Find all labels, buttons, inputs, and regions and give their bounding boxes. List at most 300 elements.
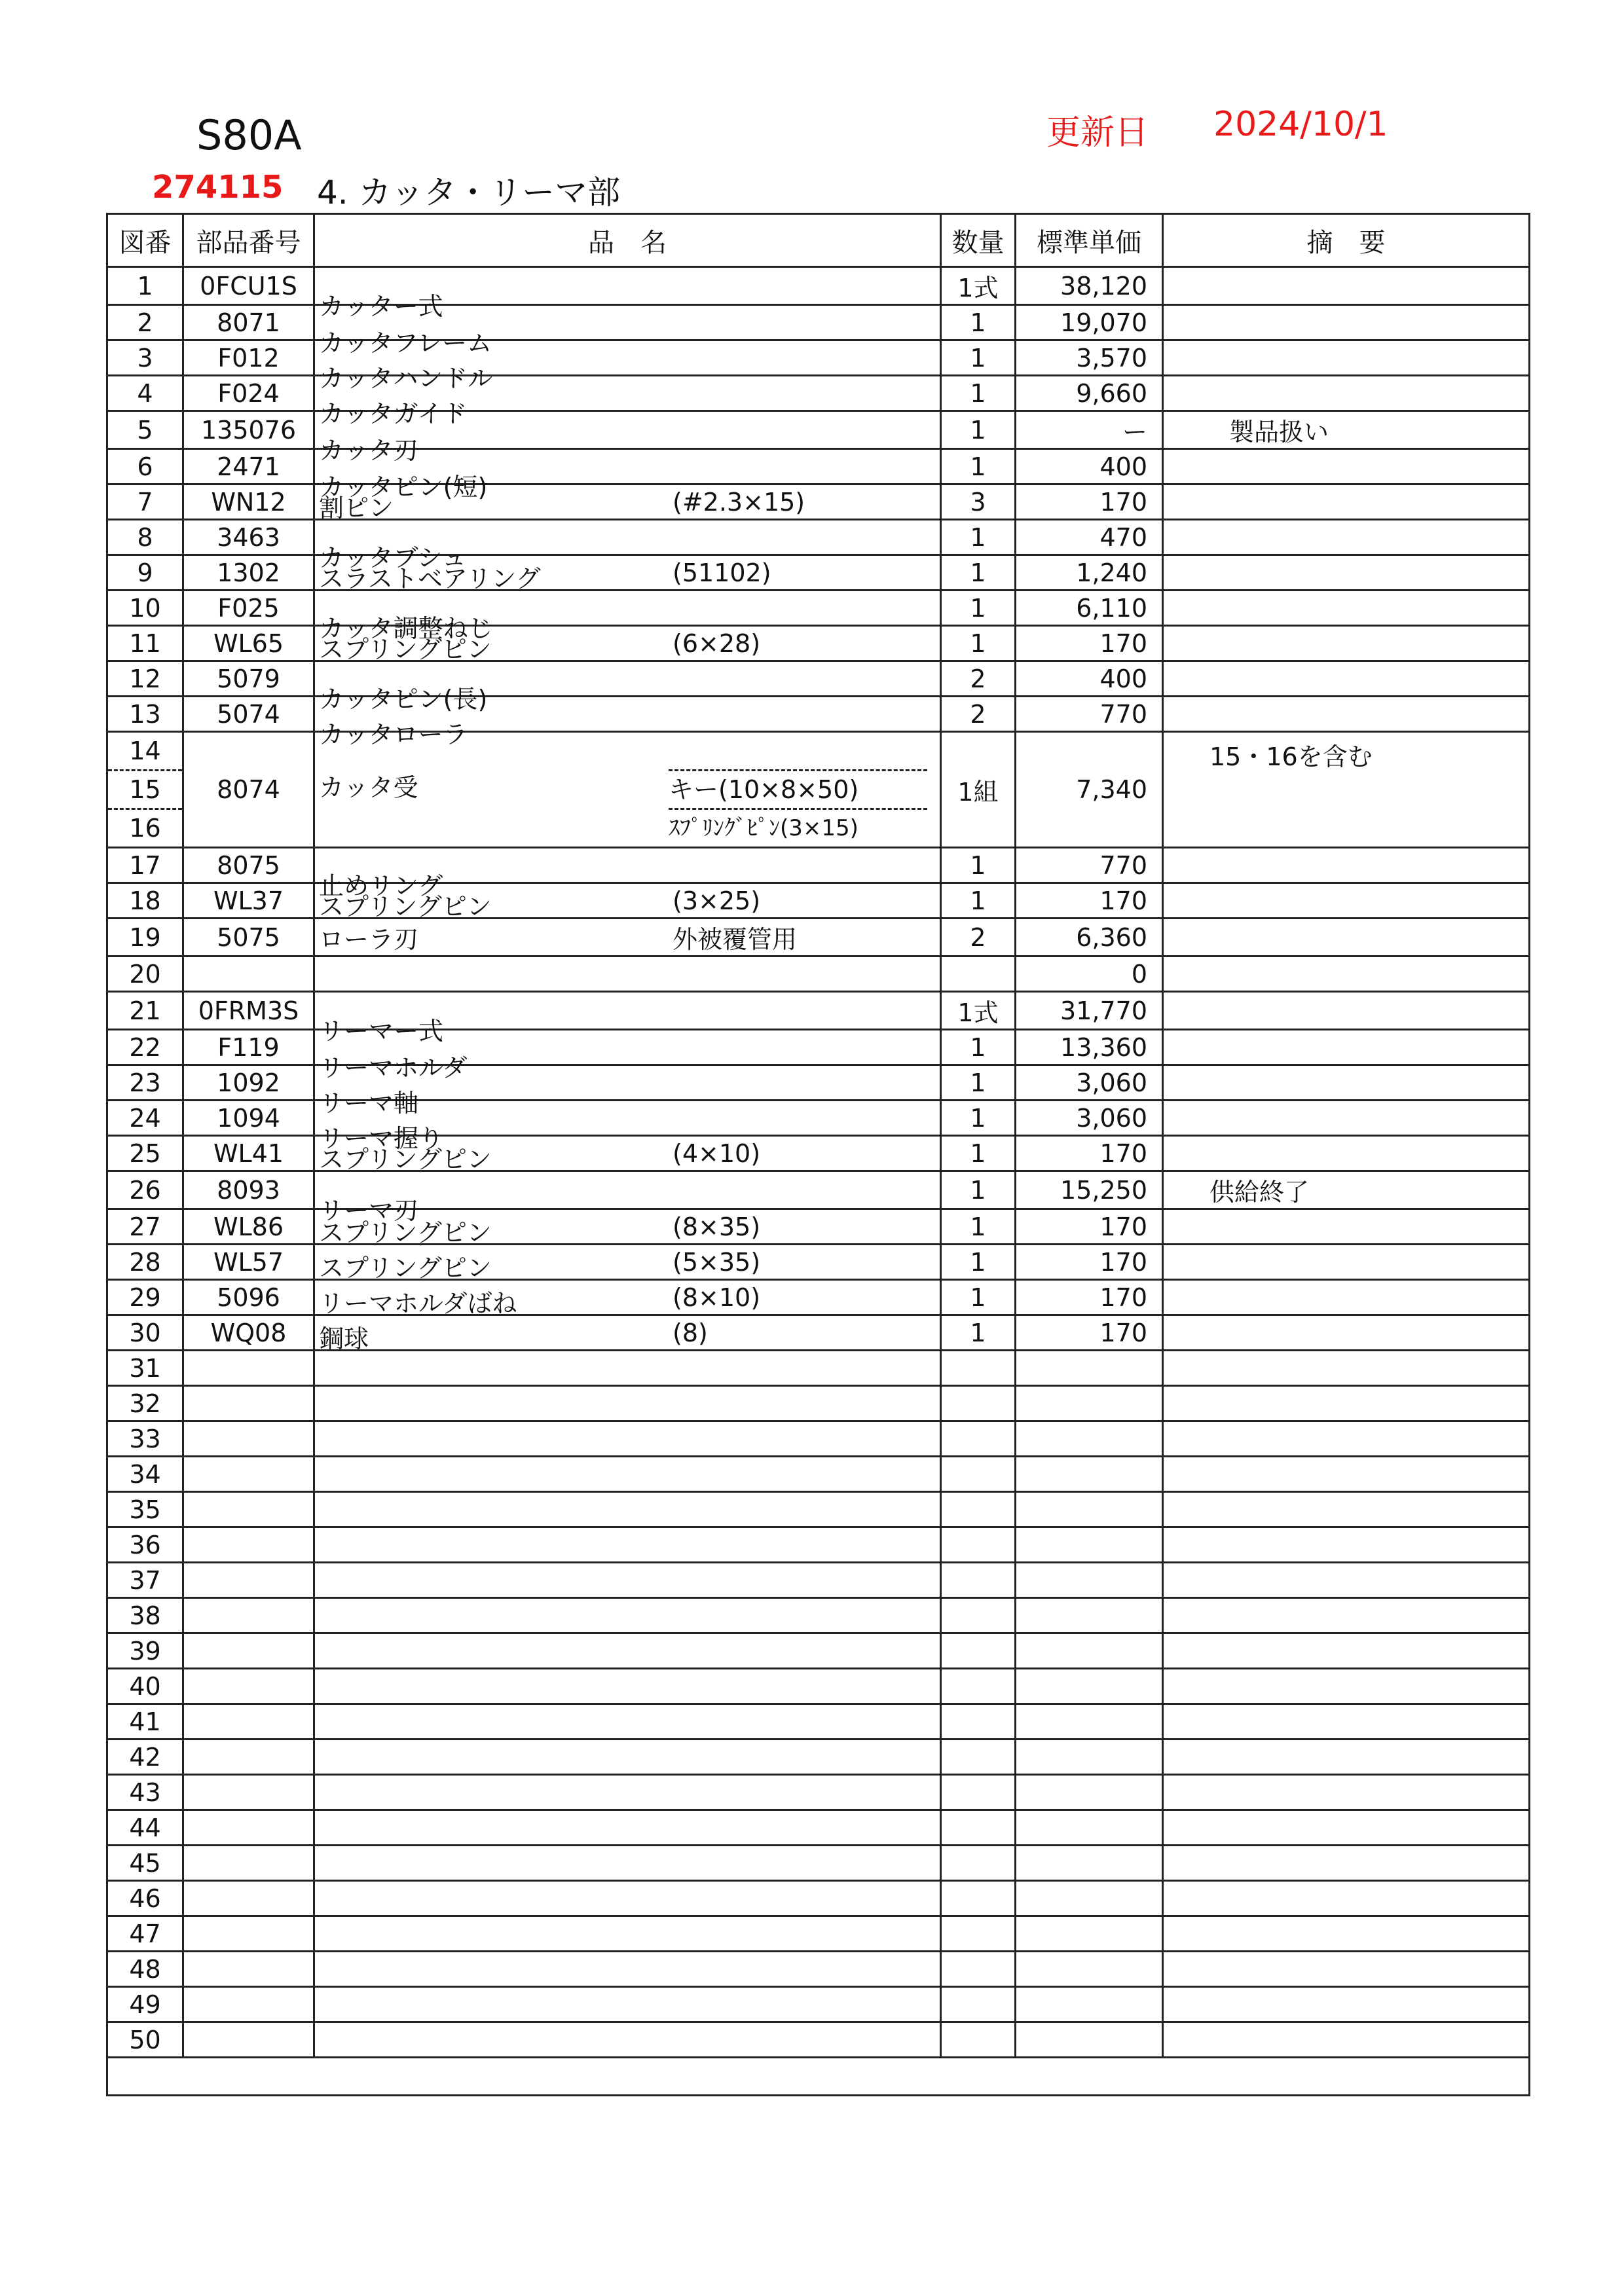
updated-date: 2024/10/1 bbox=[1213, 105, 1388, 144]
quantity: 1 bbox=[941, 340, 1016, 376]
figure-no: 29 bbox=[107, 1280, 183, 1315]
quantity bbox=[941, 1386, 1016, 1421]
quantity bbox=[941, 1881, 1016, 1916]
unit-price: 6,110 bbox=[1016, 591, 1163, 626]
table-row bbox=[107, 591, 1530, 626]
remark bbox=[1163, 1775, 1530, 1810]
unit-price: 15,250 bbox=[1016, 1171, 1163, 1209]
part-no bbox=[183, 1740, 314, 1775]
part-name bbox=[314, 484, 941, 520]
table-row bbox=[107, 2022, 1530, 2058]
quantity: 1 bbox=[941, 1101, 1016, 1136]
remark bbox=[1163, 1527, 1530, 1563]
part-name-text: カッタ調整ねじ bbox=[319, 613, 493, 643]
part-no: 8071 bbox=[183, 305, 314, 340]
group-remark: 15・16を含む bbox=[1163, 732, 1530, 848]
remark bbox=[1163, 267, 1530, 305]
table-row bbox=[107, 1245, 1530, 1280]
unit-price: 170 bbox=[1016, 1315, 1163, 1351]
quantity: 1 bbox=[941, 1315, 1016, 1351]
unit-price: 13,360 bbox=[1016, 1030, 1163, 1065]
table-row bbox=[107, 626, 1530, 661]
unit-price bbox=[1016, 1633, 1163, 1669]
part-name bbox=[314, 1351, 941, 1386]
section-code: 274115 bbox=[152, 169, 284, 206]
figure-no: 43 bbox=[107, 1775, 183, 1810]
part-name-text: カッタガイド bbox=[319, 399, 468, 428]
unit-price bbox=[1016, 1563, 1163, 1598]
table-row bbox=[107, 1563, 1530, 1598]
part-name bbox=[314, 1740, 941, 1775]
quantity bbox=[941, 1492, 1016, 1527]
quantity: 1 bbox=[941, 376, 1016, 411]
part-no: WL41 bbox=[183, 1136, 314, 1171]
part-name-text: ローラ刃 bbox=[319, 925, 419, 954]
part-no bbox=[183, 1633, 314, 1669]
table-row bbox=[107, 919, 1530, 957]
group-figure-nos bbox=[107, 732, 183, 848]
part-name bbox=[314, 626, 941, 664]
group-no: 14 bbox=[108, 733, 182, 771]
figure-no: 9 bbox=[107, 555, 183, 591]
remark bbox=[1163, 1386, 1530, 1421]
unit-price bbox=[1016, 2022, 1163, 2058]
table-row bbox=[107, 1421, 1530, 1457]
part-name-text: リーマホルダ bbox=[319, 1053, 468, 1082]
table-row bbox=[107, 1810, 1530, 1846]
unit-price: 170 bbox=[1016, 1280, 1163, 1315]
unit-price: 170 bbox=[1016, 626, 1163, 661]
table-row bbox=[107, 1527, 1530, 1563]
unit-price bbox=[1016, 1386, 1163, 1421]
table-row bbox=[107, 1492, 1530, 1527]
group-detail: キー(10×8×50) bbox=[669, 771, 927, 810]
group-part-no: 8074 bbox=[183, 732, 314, 848]
quantity: 1 bbox=[941, 1136, 1016, 1171]
remark bbox=[1163, 1492, 1530, 1527]
col-header-qty: 数量 bbox=[941, 214, 1016, 267]
table-row bbox=[107, 848, 1530, 883]
remark bbox=[1163, 520, 1530, 555]
figure-no: 13 bbox=[107, 697, 183, 732]
remark bbox=[1163, 1421, 1530, 1457]
quantity bbox=[941, 1527, 1016, 1563]
figure-no: 48 bbox=[107, 1952, 183, 1987]
part-name bbox=[314, 2022, 941, 2058]
part-no bbox=[183, 1457, 314, 1492]
figure-no: 24 bbox=[107, 1101, 183, 1136]
part-name-text: スプリングピン bbox=[319, 1253, 492, 1283]
unit-price bbox=[1016, 1740, 1163, 1775]
table-row bbox=[107, 340, 1530, 376]
part-no: 0FRM3S bbox=[183, 992, 314, 1030]
figure-no: 7 bbox=[107, 484, 183, 520]
remark bbox=[1163, 1101, 1530, 1136]
part-name bbox=[314, 376, 941, 428]
table-row bbox=[107, 1846, 1530, 1881]
part-no: WL57 bbox=[183, 1245, 314, 1280]
remark bbox=[1163, 661, 1530, 697]
figure-no: 25 bbox=[107, 1136, 183, 1171]
group-no: 16 bbox=[129, 814, 161, 843]
part-no bbox=[183, 1881, 314, 1916]
quantity bbox=[941, 1351, 1016, 1386]
part-name bbox=[314, 1136, 941, 1174]
quantity: 3 bbox=[941, 484, 1016, 520]
figure-no: 46 bbox=[107, 1881, 183, 1916]
group-name: カッタ受 bbox=[319, 773, 418, 802]
figure-no: 1 bbox=[107, 267, 183, 305]
unit-price bbox=[1016, 1810, 1163, 1846]
unit-price bbox=[1016, 1987, 1163, 2022]
unit-price: 3,060 bbox=[1016, 1065, 1163, 1101]
section-title: 4. カッタ・リーマ部 bbox=[317, 173, 621, 211]
unit-price bbox=[1016, 1775, 1163, 1810]
part-no: F025 bbox=[183, 591, 314, 626]
part-name bbox=[314, 1171, 941, 1225]
unit-price bbox=[1016, 1457, 1163, 1492]
part-no bbox=[183, 1492, 314, 1527]
part-name-text: リーマホルダばね bbox=[319, 1288, 517, 1318]
quantity bbox=[941, 1598, 1016, 1633]
unit-price: 170 bbox=[1016, 1209, 1163, 1245]
figure-no: 37 bbox=[107, 1563, 183, 1598]
quantity: 1 bbox=[941, 555, 1016, 591]
unit-price: 3,570 bbox=[1016, 340, 1163, 376]
remark bbox=[1163, 883, 1530, 919]
figure-no: 5 bbox=[107, 411, 183, 449]
remark bbox=[1163, 1669, 1530, 1704]
part-spec: (#2.3×15) bbox=[673, 487, 805, 517]
group-detail bbox=[669, 733, 927, 771]
table-row bbox=[107, 376, 1530, 411]
updated-label: 更新日 bbox=[1046, 113, 1149, 153]
figure-no: 50 bbox=[107, 2022, 183, 2058]
figure-no: 20 bbox=[107, 957, 183, 992]
remark bbox=[1163, 1315, 1530, 1351]
part-name-text: カッタブシュ bbox=[319, 543, 467, 572]
blank-footer-cell bbox=[107, 2058, 1530, 2096]
remark bbox=[1163, 1030, 1530, 1065]
figure-no: 34 bbox=[107, 1457, 183, 1492]
part-name-text: カッター式 bbox=[319, 291, 443, 321]
part-name bbox=[314, 1421, 941, 1457]
figure-no: 41 bbox=[107, 1704, 183, 1740]
parts-table bbox=[106, 213, 1530, 2096]
part-name bbox=[314, 1280, 941, 1318]
figure-no: 10 bbox=[107, 591, 183, 626]
quantity: 1 bbox=[941, 848, 1016, 883]
part-no bbox=[183, 1846, 314, 1881]
table-row bbox=[107, 1136, 1530, 1171]
unit-price bbox=[1016, 1421, 1163, 1457]
remark: 製品扱い bbox=[1163, 411, 1530, 449]
table-row bbox=[107, 267, 1530, 305]
unit-price: ー bbox=[1016, 411, 1163, 449]
table-row bbox=[107, 661, 1530, 697]
part-spec: 外被覆管用 bbox=[673, 925, 798, 954]
part-no bbox=[183, 1987, 314, 2022]
part-name-text: 割ピン bbox=[319, 493, 394, 522]
remark bbox=[1163, 340, 1530, 376]
unit-price bbox=[1016, 1881, 1163, 1916]
unit-price: 170 bbox=[1016, 484, 1163, 520]
quantity: 1 bbox=[941, 1065, 1016, 1101]
part-name bbox=[314, 1952, 941, 1987]
quantity bbox=[941, 1563, 1016, 1598]
remark bbox=[1163, 1740, 1530, 1775]
remark bbox=[1163, 1810, 1530, 1846]
part-name-text: スプリングピン bbox=[319, 634, 492, 664]
unit-price: 1,240 bbox=[1016, 555, 1163, 591]
figure-no: 11 bbox=[107, 626, 183, 661]
table-row bbox=[107, 1457, 1530, 1492]
remark: 供給終了 bbox=[1163, 1171, 1530, 1209]
remark bbox=[1163, 1881, 1530, 1916]
part-no bbox=[183, 1421, 314, 1457]
remark bbox=[1163, 1916, 1530, 1952]
part-spec: (8×35) bbox=[673, 1212, 761, 1241]
figure-no: 32 bbox=[107, 1386, 183, 1421]
quantity bbox=[941, 2022, 1016, 2058]
figure-no: 47 bbox=[107, 1916, 183, 1952]
table-row bbox=[107, 1740, 1530, 1775]
part-no: 5075 bbox=[183, 919, 314, 957]
figure-no: 31 bbox=[107, 1351, 183, 1386]
figure-no: 40 bbox=[107, 1669, 183, 1704]
part-name-text: カッタフレーム bbox=[319, 328, 492, 357]
table-row bbox=[107, 1669, 1530, 1704]
part-no bbox=[183, 1351, 314, 1386]
part-name-text: リーマー式 bbox=[319, 1016, 444, 1046]
part-no bbox=[183, 1527, 314, 1563]
part-no: 8093 bbox=[183, 1171, 314, 1209]
quantity bbox=[941, 1669, 1016, 1704]
unit-price: 31,770 bbox=[1016, 992, 1163, 1030]
quantity bbox=[941, 1775, 1016, 1810]
table-row bbox=[107, 449, 1530, 484]
remark bbox=[1163, 626, 1530, 661]
part-spec: (3×25) bbox=[673, 886, 761, 915]
figure-no: 33 bbox=[107, 1421, 183, 1457]
part-no: 8075 bbox=[183, 848, 314, 883]
part-name bbox=[314, 1987, 941, 2022]
part-name bbox=[314, 919, 941, 957]
figure-no: 27 bbox=[107, 1209, 183, 1245]
part-name bbox=[314, 1101, 941, 1153]
unit-price: 170 bbox=[1016, 883, 1163, 919]
unit-price: 3,060 bbox=[1016, 1101, 1163, 1136]
quantity: 2 bbox=[941, 697, 1016, 732]
quantity bbox=[941, 1987, 1016, 2022]
quantity: 1 bbox=[941, 1245, 1016, 1280]
part-no: F119 bbox=[183, 1030, 314, 1065]
part-spec: (8) bbox=[673, 1318, 708, 1347]
unit-price: 770 bbox=[1016, 848, 1163, 883]
remark bbox=[1163, 484, 1530, 520]
part-name bbox=[314, 883, 941, 919]
part-name-text: カッタピン(長) bbox=[319, 684, 488, 714]
part-name bbox=[314, 697, 941, 749]
quantity bbox=[941, 957, 1016, 992]
part-name-text: リーマ握り bbox=[319, 1123, 444, 1153]
part-name bbox=[314, 449, 941, 501]
table-row bbox=[107, 555, 1530, 591]
part-no: 2471 bbox=[183, 449, 314, 484]
part-name bbox=[314, 1881, 941, 1916]
col-header-part-no: 部品番号 bbox=[183, 214, 314, 267]
remark bbox=[1163, 591, 1530, 626]
unit-price: 470 bbox=[1016, 520, 1163, 555]
figure-no: 4 bbox=[107, 376, 183, 411]
part-no: WN12 bbox=[183, 484, 314, 520]
figure-no: 39 bbox=[107, 1633, 183, 1669]
part-name bbox=[314, 957, 941, 992]
part-name-text: 止めリング bbox=[319, 871, 443, 900]
remark bbox=[1163, 2022, 1530, 2058]
figure-no: 30 bbox=[107, 1315, 183, 1351]
part-name bbox=[314, 1527, 941, 1563]
remark bbox=[1163, 1846, 1530, 1881]
figure-no: 36 bbox=[107, 1527, 183, 1563]
figure-no: 19 bbox=[107, 919, 183, 957]
remark bbox=[1163, 957, 1530, 992]
part-name bbox=[314, 591, 941, 643]
quantity: 2 bbox=[941, 919, 1016, 957]
remark bbox=[1163, 919, 1530, 957]
group-qty: 1組 bbox=[941, 732, 1016, 848]
table-row bbox=[107, 1315, 1530, 1351]
part-no bbox=[183, 1704, 314, 1740]
table-row bbox=[107, 305, 1530, 340]
figure-no: 45 bbox=[107, 1846, 183, 1881]
table-row bbox=[107, 1952, 1530, 1987]
quantity: 1 bbox=[941, 1030, 1016, 1065]
remark bbox=[1163, 848, 1530, 883]
figure-no: 22 bbox=[107, 1030, 183, 1065]
figure-no: 8 bbox=[107, 520, 183, 555]
quantity: 1式 bbox=[941, 267, 1016, 305]
part-name bbox=[314, 1245, 941, 1283]
unit-price: 170 bbox=[1016, 1245, 1163, 1280]
part-name bbox=[314, 555, 941, 591]
group-name-cell bbox=[314, 732, 941, 848]
figure-no: 21 bbox=[107, 992, 183, 1030]
table-row bbox=[107, 411, 1530, 449]
remark bbox=[1163, 1209, 1530, 1245]
part-no: 0FCU1S bbox=[183, 267, 314, 305]
part-no bbox=[183, 957, 314, 992]
unit-price: 19,070 bbox=[1016, 305, 1163, 340]
part-name-text: 鋼球 bbox=[319, 1324, 369, 1353]
part-name bbox=[314, 1030, 941, 1082]
quantity: 1 bbox=[941, 1171, 1016, 1209]
unit-price: 9,660 bbox=[1016, 376, 1163, 411]
table-row bbox=[107, 1633, 1530, 1669]
part-name bbox=[314, 848, 941, 900]
part-name-text: カッタローラ bbox=[319, 720, 468, 749]
quantity: 1 bbox=[941, 1209, 1016, 1245]
part-name bbox=[314, 1315, 941, 1351]
part-name-text: リーマ軸 bbox=[319, 1088, 419, 1118]
part-name bbox=[314, 520, 941, 572]
part-no bbox=[183, 1669, 314, 1704]
quantity bbox=[941, 1952, 1016, 1987]
quantity bbox=[941, 1704, 1016, 1740]
part-no: WL37 bbox=[183, 883, 314, 919]
part-no bbox=[183, 1775, 314, 1810]
part-name bbox=[314, 1563, 941, 1598]
group-price: 7,340 bbox=[1016, 732, 1163, 848]
remark bbox=[1163, 449, 1530, 484]
figure-no: 23 bbox=[107, 1065, 183, 1101]
part-name bbox=[314, 1704, 941, 1740]
unit-price: 400 bbox=[1016, 449, 1163, 484]
part-name-text: スプリングピン bbox=[319, 1218, 492, 1247]
part-no bbox=[183, 1916, 314, 1952]
model-name: S80A bbox=[196, 111, 302, 159]
table-row bbox=[107, 520, 1530, 555]
quantity: 1 bbox=[941, 1280, 1016, 1315]
figure-no: 2 bbox=[107, 305, 183, 340]
table-row bbox=[107, 1101, 1530, 1136]
table-row bbox=[107, 1280, 1530, 1315]
unit-price bbox=[1016, 1527, 1163, 1563]
unit-price: 38,120 bbox=[1016, 267, 1163, 305]
group-detail: ｽﾌﾟﾘﾝｸﾞﾋﾟﾝ(3×15) bbox=[669, 815, 858, 841]
table-row bbox=[107, 484, 1530, 520]
part-name bbox=[314, 1209, 941, 1245]
part-name bbox=[314, 992, 941, 1046]
table-row bbox=[107, 1916, 1530, 1952]
part-name bbox=[314, 340, 941, 393]
unit-price bbox=[1016, 1704, 1163, 1740]
col-header-name: 品 名 bbox=[314, 214, 941, 267]
remark bbox=[1163, 1952, 1530, 1987]
figure-no: 44 bbox=[107, 1810, 183, 1846]
table-row-blank bbox=[107, 2058, 1530, 2096]
remark bbox=[1163, 555, 1530, 591]
part-name bbox=[314, 1457, 941, 1492]
col-header-remark: 摘 要 bbox=[1163, 214, 1530, 267]
unit-price: 770 bbox=[1016, 697, 1163, 732]
unit-price bbox=[1016, 1846, 1163, 1881]
part-name bbox=[314, 1386, 941, 1421]
quantity: 1 bbox=[941, 411, 1016, 449]
figure-no: 6 bbox=[107, 449, 183, 484]
quantity: 1 bbox=[941, 626, 1016, 661]
table-row bbox=[107, 1386, 1530, 1421]
unit-price bbox=[1016, 1598, 1163, 1633]
table-row bbox=[107, 1351, 1530, 1386]
part-no bbox=[183, 2022, 314, 2058]
header-row bbox=[107, 214, 1530, 267]
part-no bbox=[183, 1563, 314, 1598]
quantity: 1 bbox=[941, 520, 1016, 555]
table-row bbox=[107, 957, 1530, 992]
part-no: 3463 bbox=[183, 520, 314, 555]
figure-no: 12 bbox=[107, 661, 183, 697]
unit-price: 170 bbox=[1016, 1136, 1163, 1171]
quantity bbox=[941, 1633, 1016, 1669]
part-no: WL65 bbox=[183, 626, 314, 661]
part-name bbox=[314, 1669, 941, 1704]
quantity: 1式 bbox=[941, 992, 1016, 1030]
part-name-text: スプリングピン bbox=[319, 1144, 492, 1174]
table-row bbox=[107, 1030, 1530, 1065]
unit-price bbox=[1016, 1492, 1163, 1527]
part-spec: (5×35) bbox=[673, 1247, 761, 1277]
